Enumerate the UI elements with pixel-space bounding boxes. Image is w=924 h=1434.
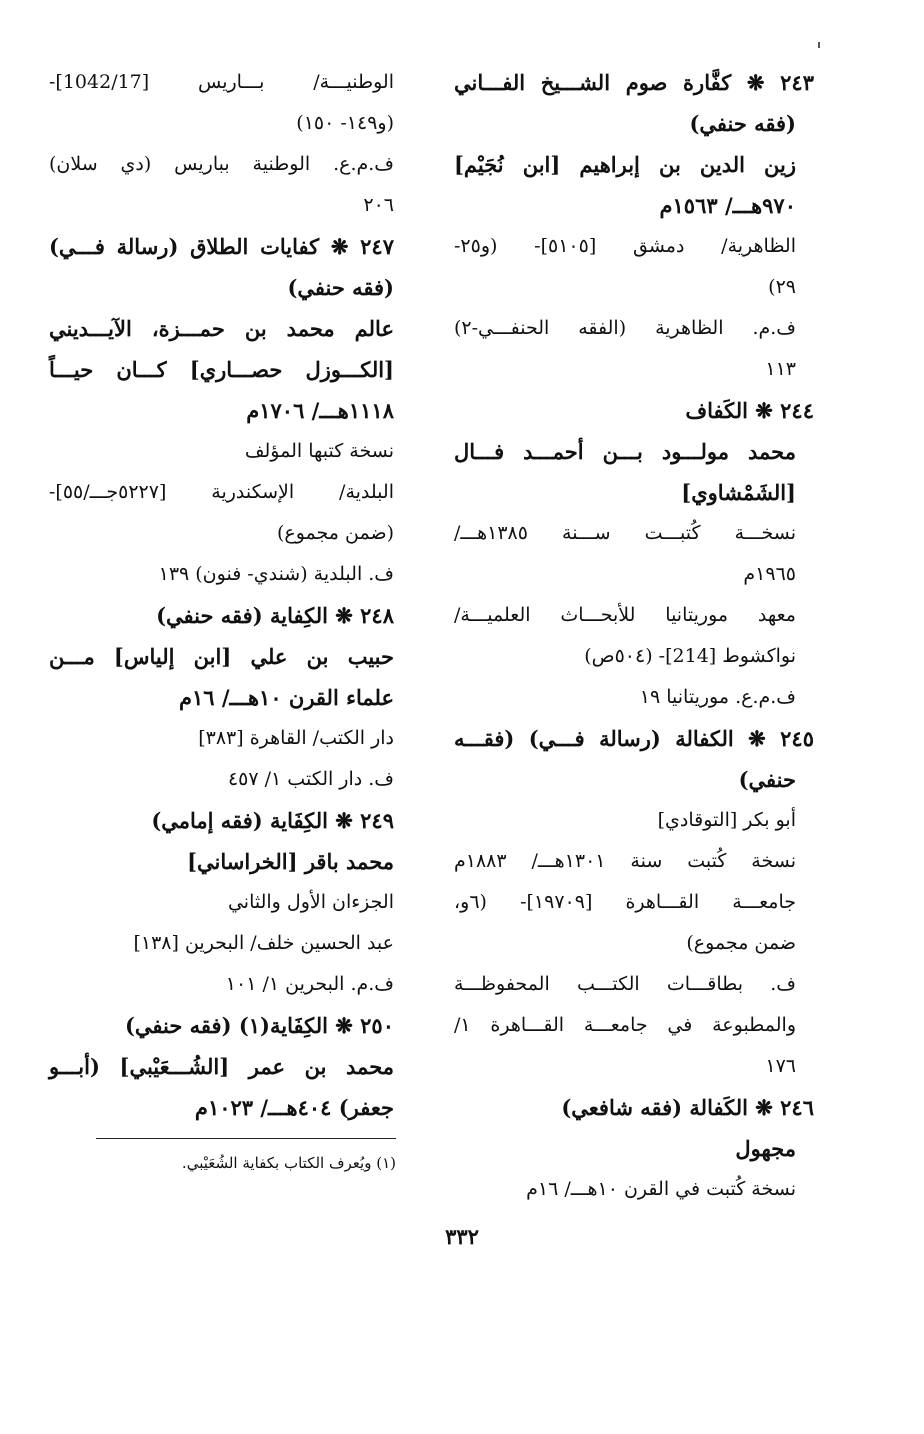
footnote: (١) ويُعرف الكتاب بكفاية الشُعَيْبي. [181,1154,396,1172]
text-line: [الكـــوزل حصـــاري] كـــان حيـــاً [49,357,394,382]
text-line: (ضمن مجموع) [276,522,394,544]
text-line: والمطبوعة في جامعـــة القـــاهرة ١/ [454,1014,796,1036]
text-line: محمد مولـــود بـــن أحمـــد فـــال [454,439,796,464]
text-line: ١١١٨هـــ/ ١٧٠٦م [246,398,394,423]
text-line: نسخة كتبها المؤلف [244,440,394,462]
text-line: الوطنيـــة/ بـــاريس [1042/17]- [49,71,394,93]
text-line: ف. بطاقـــات الكتـــب المحفوظـــة [454,973,796,995]
text-line: (فقه حنفي) [689,111,796,136]
text-line: ف. دار الكتب ١/ ٤٥٧ [227,768,394,790]
text-line: ٢٤٧ ❋ كفايات الطلاق (رسالة فـــي) [49,234,394,259]
footnote-rule [96,1138,396,1139]
text-line: مجهول [735,1136,796,1161]
text-line: ٢٤٩ ❋ الكِفَاية (فقه إمامي) [151,808,394,833]
scan-mark [818,42,820,48]
text-line: ١٩٦٥م [743,563,796,585]
text-line: ٢٩) [768,276,796,298]
text-line: نسخـــة كُتبـــت ســـنة ١٣٨٥هـــ/ [454,522,796,544]
left-column [49,62,394,1128]
text-line: علماء القرن ١٠هـــ/ ١٦م [178,685,394,710]
text-line: البلدية/ الإسكندرية [٥٢٢٧جـــ/٥٥]- [49,481,394,503]
text-line: ف.م. البحرين ١/ ١٠١ [225,973,394,995]
text-line: ضمن مجموع) [686,932,796,954]
text-line: ١٧٦ [765,1055,796,1077]
text-line: (و١٤٩- ١٥٠) [296,112,394,134]
text-line: نواكشوط [214]- (٥٠٤ص) [584,645,796,667]
text-line: ٩٧٠هـــ/ ١٥٦٣م [659,193,796,218]
text-line: زين الدين بن إبراهيم [ابن نُجَيْم] [454,152,796,177]
text-line: ف.م.ع. موريتانيا ١٩ [639,686,796,708]
text-line: محمد بن عمر [الشُـــعَيْبي] (أبـــو [49,1054,394,1079]
text-line: ٢٤٦ ❋ الكَفالة (فقه شافعي) [561,1095,814,1120]
text-line: معهد موريتانيا للأبحـــاث العلميـــة/ [454,604,796,626]
text-line: ٢٤٤ ❋ الكَفاف [685,398,814,423]
text-line: أبو بكر [التوقادي] [657,809,796,831]
text-line: ٢٠٦ [363,194,394,216]
text-line: ف. البلدية (شندي- فنون) ١٣٩ [158,563,394,585]
text-line: حنفي) [738,767,796,792]
text-line: ف.م. الظاهرية (الفقه الحنفـــي-٢) [454,317,796,339]
text-line: حبيب بن علي [ابن إلياس] مـــن [49,644,394,669]
text-line: [الشَمْشاوي] [681,480,796,505]
text-line: (فقه حنفي) [287,275,394,300]
text-line: عالم محمد بن حمـــزة، الآيـــديني [49,316,394,341]
text-line: الظاهرية/ دمشق [٥١٠٥]- (و٢٥- [454,235,796,257]
page-number: ٣٣٢ [445,1224,479,1249]
text-line: عبد الحسين خلف/ البحرين [١٣٨] [133,932,394,954]
text-line: دار الكتب/ القاهرة [٣٨٣] [198,727,394,749]
text-line: ١١٣ [765,358,796,380]
text-line: جامعـــة القـــاهرة [١٩٧٠٩]- (٦و، [454,891,796,913]
text-line: ٢٤٥ ❋ الكفالة (رسالة فـــي) (فقـــه [454,726,814,751]
text-line: ف.م.ع. الوطنية بباريس (دي سلان) [49,153,394,175]
text-line: الجزءان الأول والثاني [227,891,394,913]
text-line: ٢٤٣ ❋ كفَّارة صوم الشـــيخ الفـــاني [454,70,814,95]
text-line: نسخة كُتبت في القرن ١٠هـــ/ ١٦م [526,1178,796,1200]
text-line: محمد باقر [الخراساني] [187,849,394,874]
text-line: نسخة كُتبت سنة ١٣٠١هـــ/ ١٨٨٣م [454,850,796,872]
right-column [454,62,814,1210]
text-line: ٢٤٨ ❋ الكِفاية (فقه حنفي) [156,603,394,628]
text-line: ٢٥٠ ❋ الكِفَاية(١) (فقه حنفي) [124,1013,394,1038]
text-line: جعفر) ٤٠٤هـــ/ ١٠٢٣م [194,1095,394,1120]
